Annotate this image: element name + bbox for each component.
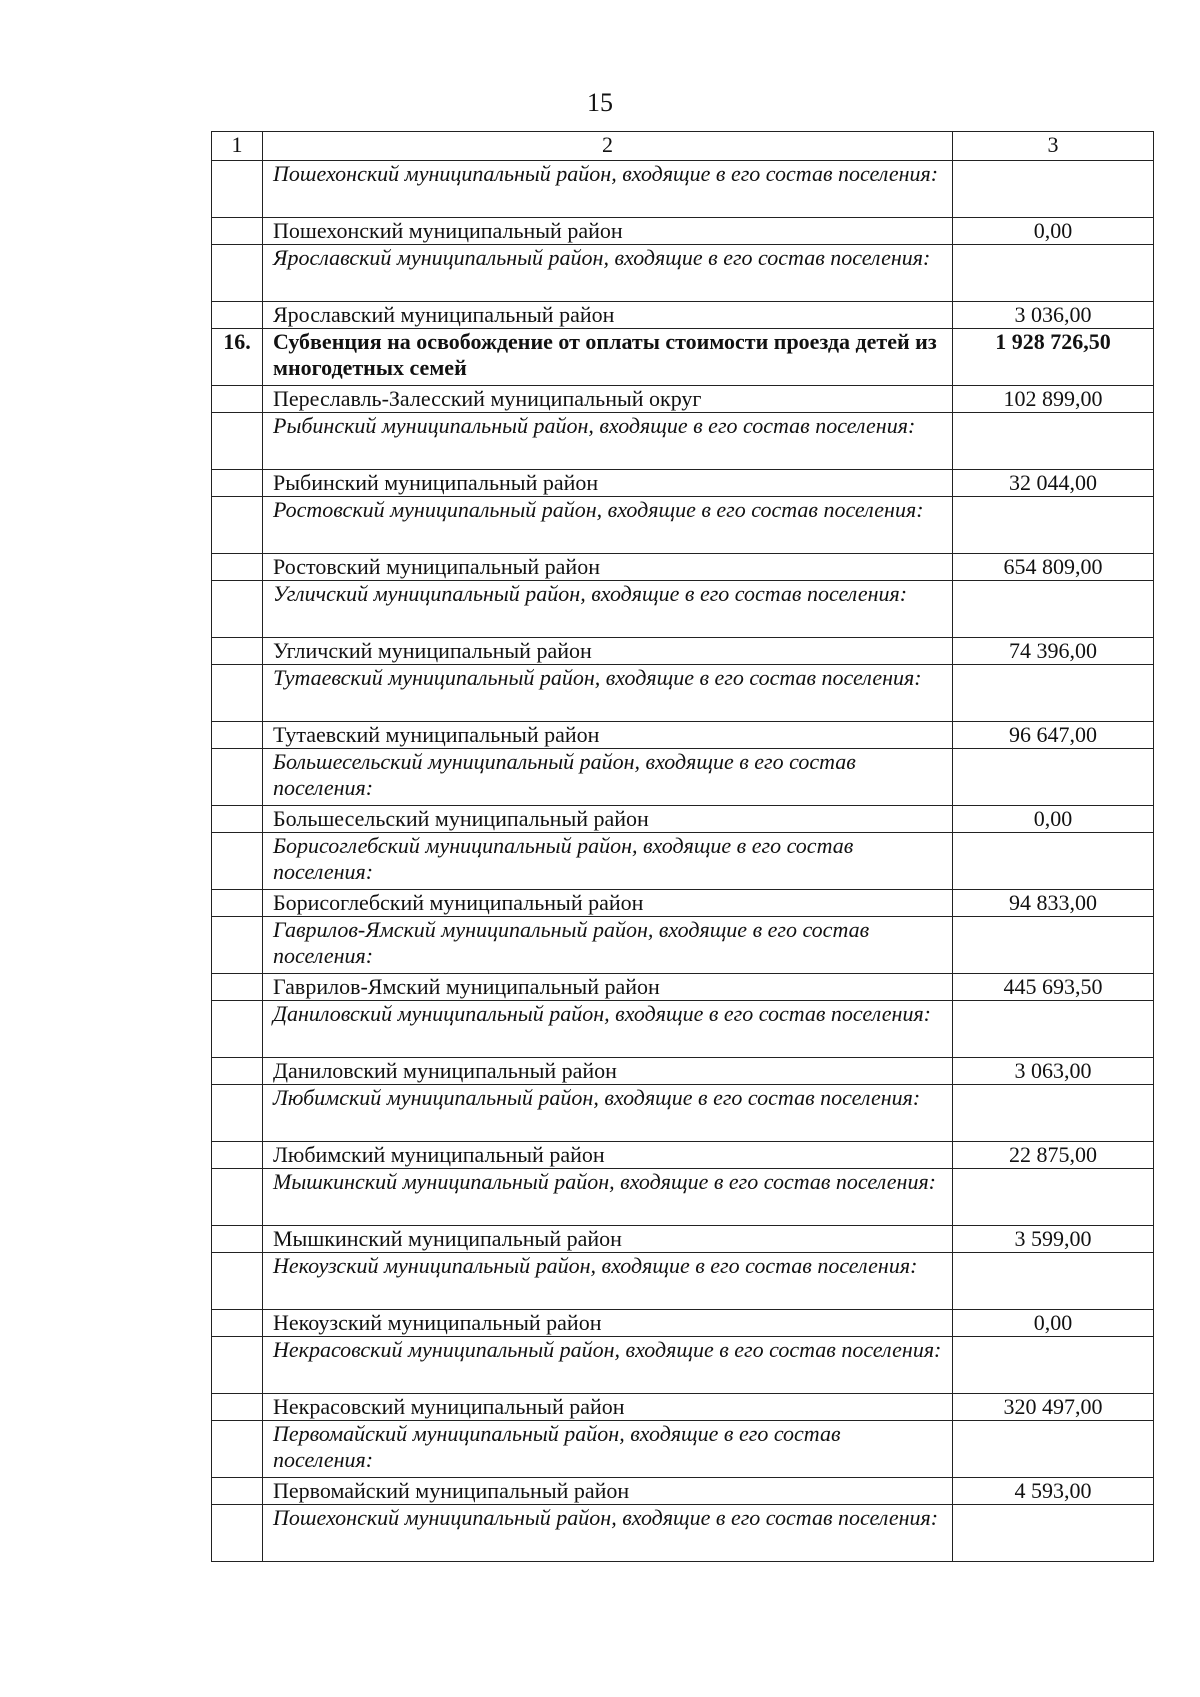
row-amount	[953, 161, 1154, 218]
table-row-group	[212, 1505, 1154, 1562]
row-amount: 0,00	[953, 806, 1154, 833]
table-row	[212, 638, 1154, 665]
table-row	[212, 386, 1154, 413]
table-row	[212, 890, 1154, 917]
table-row	[212, 1142, 1154, 1169]
row-number	[212, 665, 263, 722]
table-body	[212, 161, 1154, 1562]
row-name: Некоузский муниципальный район	[263, 1310, 953, 1337]
table-row-group	[212, 833, 1154, 890]
table-row-group	[212, 413, 1154, 470]
row-number	[212, 497, 263, 554]
row-amount	[953, 665, 1154, 722]
row-number	[212, 917, 263, 974]
row-amount	[953, 1085, 1154, 1142]
row-name: Ярославский муниципальный район	[263, 302, 953, 329]
row-number	[212, 1478, 263, 1505]
row-amount: 0,00	[953, 218, 1154, 245]
row-number	[212, 1169, 263, 1226]
table-row	[212, 1478, 1154, 1505]
row-number	[212, 833, 263, 890]
table-row-group	[212, 917, 1154, 974]
row-amount	[953, 1421, 1154, 1478]
row-name: Ярославский муниципальный район, входящие в его состав поселения:	[263, 245, 953, 302]
table-row-group	[212, 1001, 1154, 1058]
row-amount: 22 875,00	[953, 1142, 1154, 1169]
row-number	[212, 245, 263, 302]
row-amount	[953, 1337, 1154, 1394]
table-row	[212, 554, 1154, 581]
row-amount: 0,00	[953, 1310, 1154, 1337]
row-name: Ростовский муниципальный район, входящие в его состав поселения:	[263, 497, 953, 554]
row-number	[212, 1058, 263, 1085]
row-number	[212, 1505, 263, 1562]
row-amount	[953, 917, 1154, 974]
row-number	[212, 1310, 263, 1337]
table-row-group	[212, 1253, 1154, 1310]
row-amount: 32 044,00	[953, 470, 1154, 497]
row-name: Гаврилов-Ямский муниципальный район, входящие в его состав поселения:	[263, 917, 953, 974]
table-row	[212, 974, 1154, 1001]
row-amount	[953, 413, 1154, 470]
row-amount: 3 036,00	[953, 302, 1154, 329]
row-number	[212, 1253, 263, 1310]
table-row-group	[212, 1169, 1154, 1226]
header-row	[212, 132, 1154, 161]
row-name: Борисоглебский муниципальный район, входящие в его состав поселения:	[263, 833, 953, 890]
row-name: Тутаевский муниципальный район	[263, 722, 953, 749]
row-amount: 74 396,00	[953, 638, 1154, 665]
row-amount: 445 693,50	[953, 974, 1154, 1001]
row-name: Пошехонский муниципальный район, входящие в его состав поселения:	[263, 161, 953, 218]
row-amount: 94 833,00	[953, 890, 1154, 917]
table-row-group	[212, 581, 1154, 638]
row-number	[212, 413, 263, 470]
row-number	[212, 470, 263, 497]
row-name: Некрасовский муниципальный район, входящие в его состав поселения:	[263, 1337, 953, 1394]
row-name: Любимский муниципальный район, входящие в его состав поселения:	[263, 1085, 953, 1142]
row-amount: 654 809,00	[953, 554, 1154, 581]
header-col-1: 1	[212, 132, 263, 161]
row-amount: 4 593,00	[953, 1478, 1154, 1505]
row-amount: 1 928 726,50	[953, 329, 1154, 386]
row-number	[212, 1421, 263, 1478]
row-amount	[953, 749, 1154, 806]
row-amount	[953, 1505, 1154, 1562]
row-number	[212, 638, 263, 665]
row-amount: 320 497,00	[953, 1394, 1154, 1421]
table-row-group	[212, 1085, 1154, 1142]
row-number	[212, 1001, 263, 1058]
page-number: 15	[587, 88, 613, 117]
table-row-group	[212, 245, 1154, 302]
row-name: Угличский муниципальный район, входящие в его состав поселения:	[263, 581, 953, 638]
row-amount	[953, 1001, 1154, 1058]
row-number: 16.	[212, 329, 263, 386]
row-name: Большесельский муниципальный район, входящие в его состав поселения:	[263, 749, 953, 806]
row-number	[212, 890, 263, 917]
header-col-2: 2	[263, 132, 953, 161]
table-row-group	[212, 749, 1154, 806]
subsidy-table	[211, 131, 1154, 1562]
row-number	[212, 749, 263, 806]
row-name: Пошехонский муниципальный район, входящие в его состав поселения:	[263, 1505, 953, 1562]
table-row	[212, 722, 1154, 749]
row-amount	[953, 1253, 1154, 1310]
table-row-group	[212, 1337, 1154, 1394]
row-number	[212, 161, 263, 218]
row-number	[212, 1394, 263, 1421]
table-header	[212, 132, 1154, 161]
table-row-group	[212, 1421, 1154, 1478]
header-col-3: 3	[953, 132, 1154, 161]
row-name: Даниловский муниципальный район	[263, 1058, 953, 1085]
row-name: Мышкинский муниципальный район	[263, 1226, 953, 1253]
row-number	[212, 1142, 263, 1169]
row-number	[212, 1337, 263, 1394]
row-number	[212, 302, 263, 329]
row-amount	[953, 581, 1154, 638]
row-name: Переславль-Залесский муниципальный округ	[263, 386, 953, 413]
row-number	[212, 1085, 263, 1142]
row-name: Рыбинский муниципальный район, входящие в его состав поселения:	[263, 413, 953, 470]
row-name: Некрасовский муниципальный район	[263, 1394, 953, 1421]
row-name: Пошехонский муниципальный район	[263, 218, 953, 245]
table-row	[212, 1058, 1154, 1085]
row-name: Ростовский муниципальный район	[263, 554, 953, 581]
row-number	[212, 581, 263, 638]
row-name: Мышкинский муниципальный район, входящие в его состав поселения:	[263, 1169, 953, 1226]
table-row	[212, 218, 1154, 245]
table-row-section	[212, 329, 1154, 386]
table-row	[212, 302, 1154, 329]
row-name: Первомайский муниципальный район, входящие в его состав поселения:	[263, 1421, 953, 1478]
row-name: Борисоглебский муниципальный район	[263, 890, 953, 917]
row-amount	[953, 1169, 1154, 1226]
table-row	[212, 470, 1154, 497]
table-row	[212, 1394, 1154, 1421]
row-amount	[953, 497, 1154, 554]
row-number	[212, 974, 263, 1001]
table-row-group	[212, 497, 1154, 554]
table-row	[212, 806, 1154, 833]
table-row-group	[212, 665, 1154, 722]
row-name: Субвенция на освобождение от оплаты стоимости проезда детей из многодетных семей	[263, 329, 953, 386]
row-name: Рыбинский муниципальный район	[263, 470, 953, 497]
table-row	[212, 1310, 1154, 1337]
row-name: Большесельский муниципальный район	[263, 806, 953, 833]
row-amount	[953, 245, 1154, 302]
row-amount	[953, 833, 1154, 890]
row-number	[212, 806, 263, 833]
table-row-group	[212, 161, 1154, 218]
row-number	[212, 218, 263, 245]
row-name: Гаврилов-Ямский муниципальный район	[263, 974, 953, 1001]
row-amount: 3 599,00	[953, 1226, 1154, 1253]
row-name: Тутаевский муниципальный район, входящие в его состав поселения:	[263, 665, 953, 722]
row-number	[212, 722, 263, 749]
table-row	[212, 1226, 1154, 1253]
row-number	[212, 386, 263, 413]
row-amount: 96 647,00	[953, 722, 1154, 749]
row-amount: 3 063,00	[953, 1058, 1154, 1085]
row-name: Угличский муниципальный район	[263, 638, 953, 665]
row-name: Даниловский муниципальный район, входящие в его состав поселения:	[263, 1001, 953, 1058]
row-number	[212, 554, 263, 581]
row-amount: 102 899,00	[953, 386, 1154, 413]
row-number	[212, 1226, 263, 1253]
row-name: Любимский муниципальный район	[263, 1142, 953, 1169]
row-name: Первомайский муниципальный район	[263, 1478, 953, 1505]
row-name: Некоузский муниципальный район, входящие в его состав поселения:	[263, 1253, 953, 1310]
